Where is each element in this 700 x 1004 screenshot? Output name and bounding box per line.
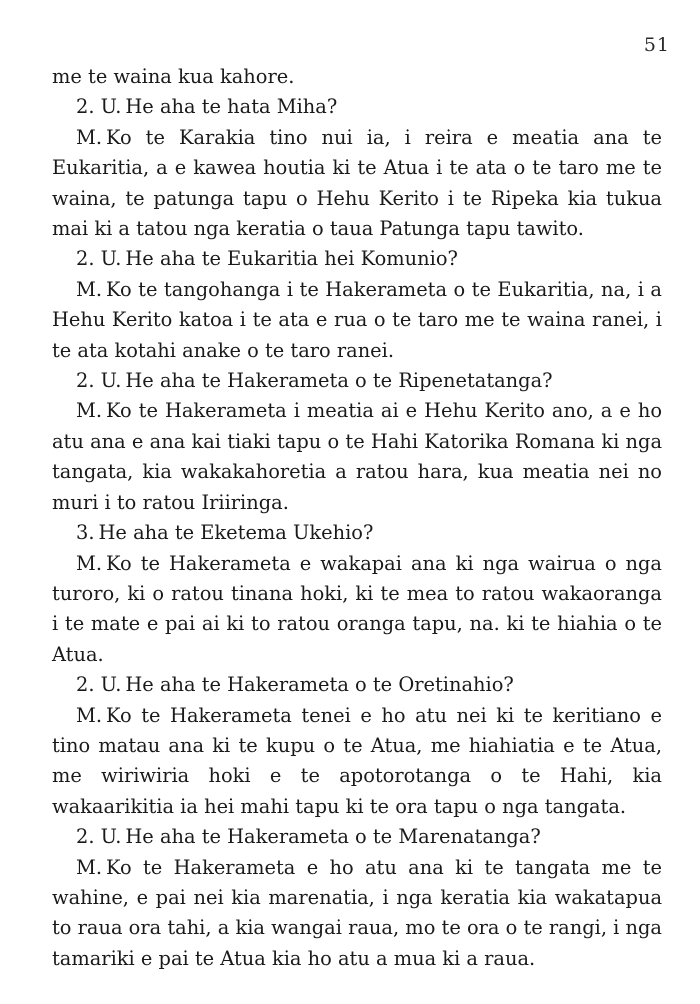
answer-paragraph: [52, 853, 662, 975]
paragraph-text: He aha te Hakerameta o te Oretinahio?: [125, 673, 514, 697]
paragraph-text: Ko te tangohanga i te Hakerameta o te Eukaritia, na, i a Hehu Kerito katoa i te ata e rua o te taro me te waina ranei, i te ata kotahi anake o te taro ranei.: [52, 277, 662, 362]
question-paragraph: [52, 366, 662, 396]
body-text: [52, 62, 662, 974]
paragraph-text: He aha te Hakerameta o te Ripenetatanga?: [125, 369, 553, 393]
question-label: 2. U.: [76, 673, 122, 697]
answer-label: M.: [76, 551, 103, 575]
question-paragraph: [52, 822, 662, 852]
paragraph-text: He aha te Eketema Ukehio?: [98, 521, 374, 545]
answer-paragraph: [52, 701, 662, 823]
paragraph-text: Ko te Hakerameta i meatia ai e Hehu Kerito ano, a e ho atu ana e ana kai tiaki tapu o te Hahi Katorika Romana ki nga tangata, kia wakakahoretia a ratou hara, kua meatia nei no muri i to ratou Iriiringa.: [52, 399, 662, 514]
question-label: 2. U.: [76, 95, 122, 119]
question-paragraph: [52, 92, 662, 122]
paragraph-text: me te waina kua kahore.: [52, 65, 295, 88]
question-label: 2. U.: [76, 825, 122, 849]
paragraph-text: He aha te Eukaritia hei Komunio?: [125, 247, 458, 271]
page-number: 51: [643, 34, 670, 56]
answer-paragraph: [52, 549, 662, 671]
question-paragraph: [52, 518, 662, 548]
answer-label: M.: [76, 703, 103, 727]
question-paragraph: [52, 244, 662, 274]
answer-paragraph: [52, 123, 662, 245]
answer-label: M.: [76, 125, 103, 149]
answer-label: M.: [76, 855, 103, 879]
question-label: 3.: [76, 521, 95, 545]
question-paragraph: [52, 670, 662, 700]
paragraph-text: He aha te Hakerameta o te Marenatanga?: [125, 825, 541, 849]
answer-label: M.: [76, 277, 103, 301]
question-label: 2. U.: [76, 247, 122, 271]
paragraph-text: Ko te Karakia tino nui ia, i reira e meatia ana te Eukaritia, a e kawea houtia ki te Atua i te ata o te taro me te waina, te patunga tapu o Hehu Kerito i te Ripeka kia tukua mai ki a tatou nga keratia o taua Patunga tapu tawito.: [52, 125, 662, 241]
paragraph-text: Ko te Hakerameta e ho atu ana ki te tangata me te wahine, e pai nei kia marenatia, i nga keratia kia wakatapua to raua ora tahi, a kia wangai raua, mo te ora o te rangi, i nga tamariki e pai te Atua kia ho atu a mua ki a raua.: [52, 855, 662, 970]
paragraph-text: Ko te Hakerameta tenei e ho atu nei ki te keritiano e tino matau ana ki te kupu o te Atua, me hiahiatia e te Atua, me wiriwiria hoki e te apotorotanga o te Hahi, kia wakaarikitia ia hei mahi tapu ki te ora tapu o nga tangata.: [52, 703, 662, 818]
answer-paragraph: [52, 275, 662, 366]
answer-paragraph: [52, 396, 662, 518]
paragraph-text: Ko te Hakerameta e wakapai ana ki nga wairua o nga turoro, ki o ratou tinana hoki, ki te mea to ratou wakaoranga i te mate e pai ai ki to ratou oranga tapu, na. ki te hiahia o te Atua.: [52, 551, 662, 666]
paragraph-text: He aha te hata Miha?: [125, 95, 338, 119]
question-label: 2. U.: [76, 369, 122, 393]
paragraph: [52, 62, 662, 92]
answer-label: M.: [76, 399, 103, 423]
